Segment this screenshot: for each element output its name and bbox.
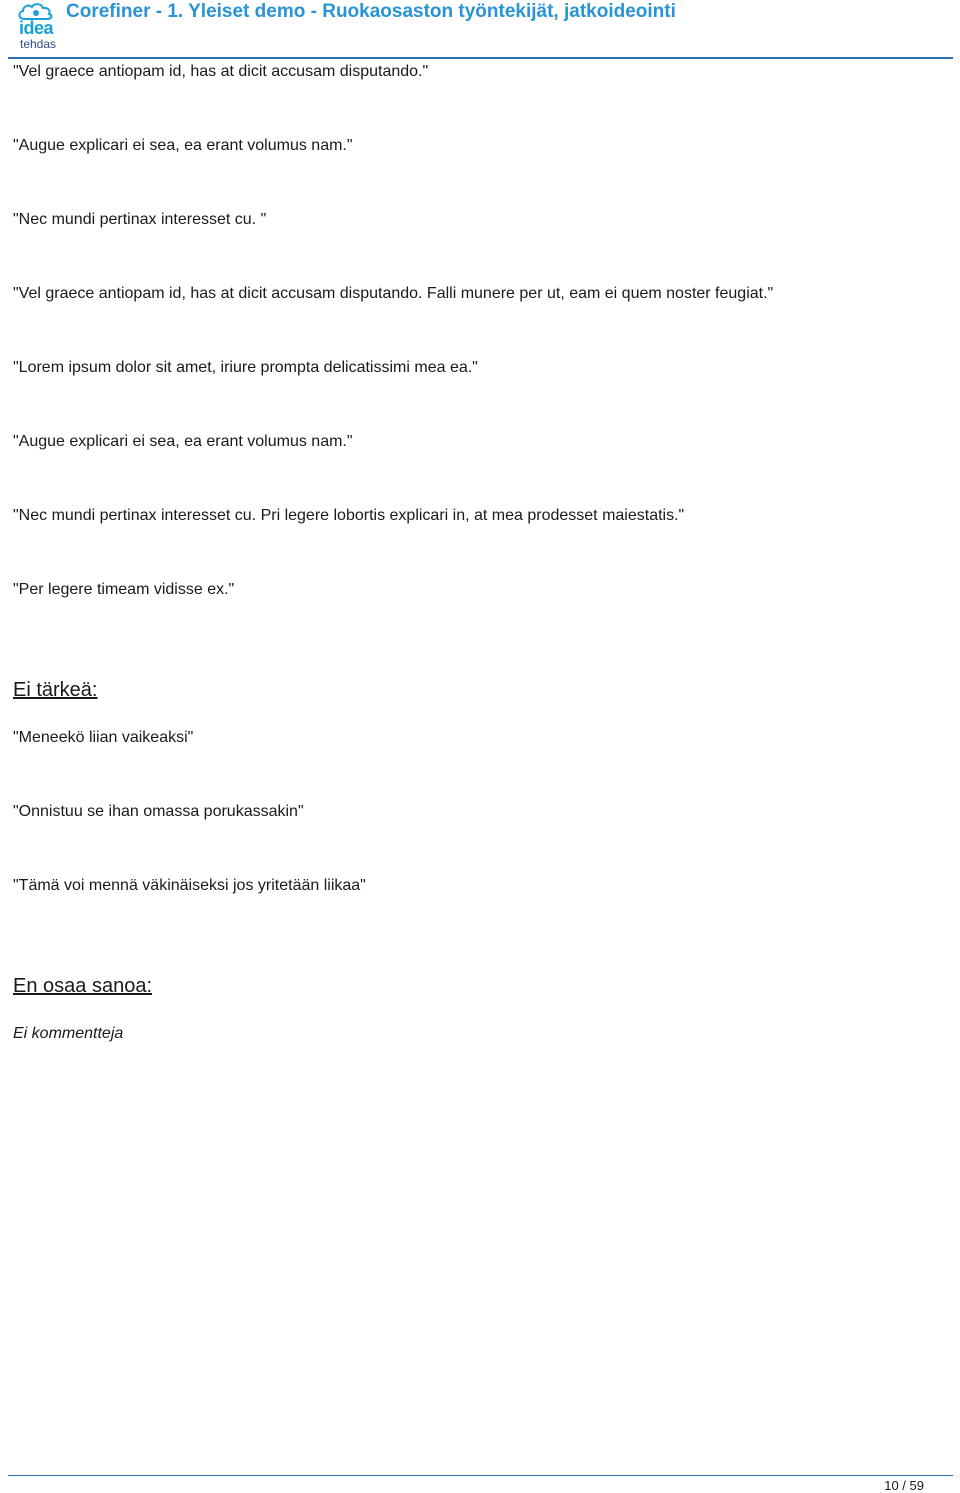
comment-item: "Vel graece antiopam id, has at dicit accusam disputando. Falli munere per ut, eam ei quem noster feugiat."	[13, 285, 774, 302]
comment-item: "Augue explicari ei sea, ea erant volumus nam."	[13, 137, 353, 154]
ideatehdas-logo	[12, 2, 64, 50]
footer-divider	[8, 1475, 953, 1476]
logo-word: idea	[19, 18, 54, 38]
comment-item: "Nec mundi pertinax interesset cu. "	[13, 211, 267, 228]
logo-subtitle: tehdas	[20, 37, 57, 51]
comment-item: "Augue explicari ei sea, ea erant volumus nam."	[13, 433, 353, 450]
section-heading-not-important: Ei tärkeä:	[13, 679, 98, 701]
comment-item: "Nec mundi pertinax interesset cu. Pri legere lobortis explicari in, at mea prodesset maiestatis."	[13, 507, 685, 524]
page-number: 10 / 59	[884, 1478, 924, 1493]
comment-item: "Vel graece antiopam id, has at dicit accusam disputando."	[13, 63, 429, 80]
comment-item: "Meneekö liian vaikeaksi"	[13, 729, 194, 746]
comment-item: "Lorem ipsum dolor sit amet, iriure prompta delicatissimi mea ea."	[13, 359, 478, 376]
document-body	[13, 62, 943, 1044]
comment-item: "Per legere timeam vidisse ex."	[13, 581, 235, 598]
section-heading-cant-say: En osaa sanoa:	[13, 975, 152, 997]
header-divider	[8, 57, 953, 59]
page-header	[8, 0, 953, 56]
comment-item: "Onnistuu se ihan omassa porukassakin"	[13, 803, 304, 820]
comment-item: "Tämä voi mennä väkinäiseksi jos yritetään liikaa"	[13, 877, 366, 894]
no-comments-note: Ei kommentteja	[13, 1025, 124, 1042]
document-title: Corefiner - 1. Yleiset demo - Ruokaosaston työntekijät, jatkoideointi	[66, 1, 676, 22]
